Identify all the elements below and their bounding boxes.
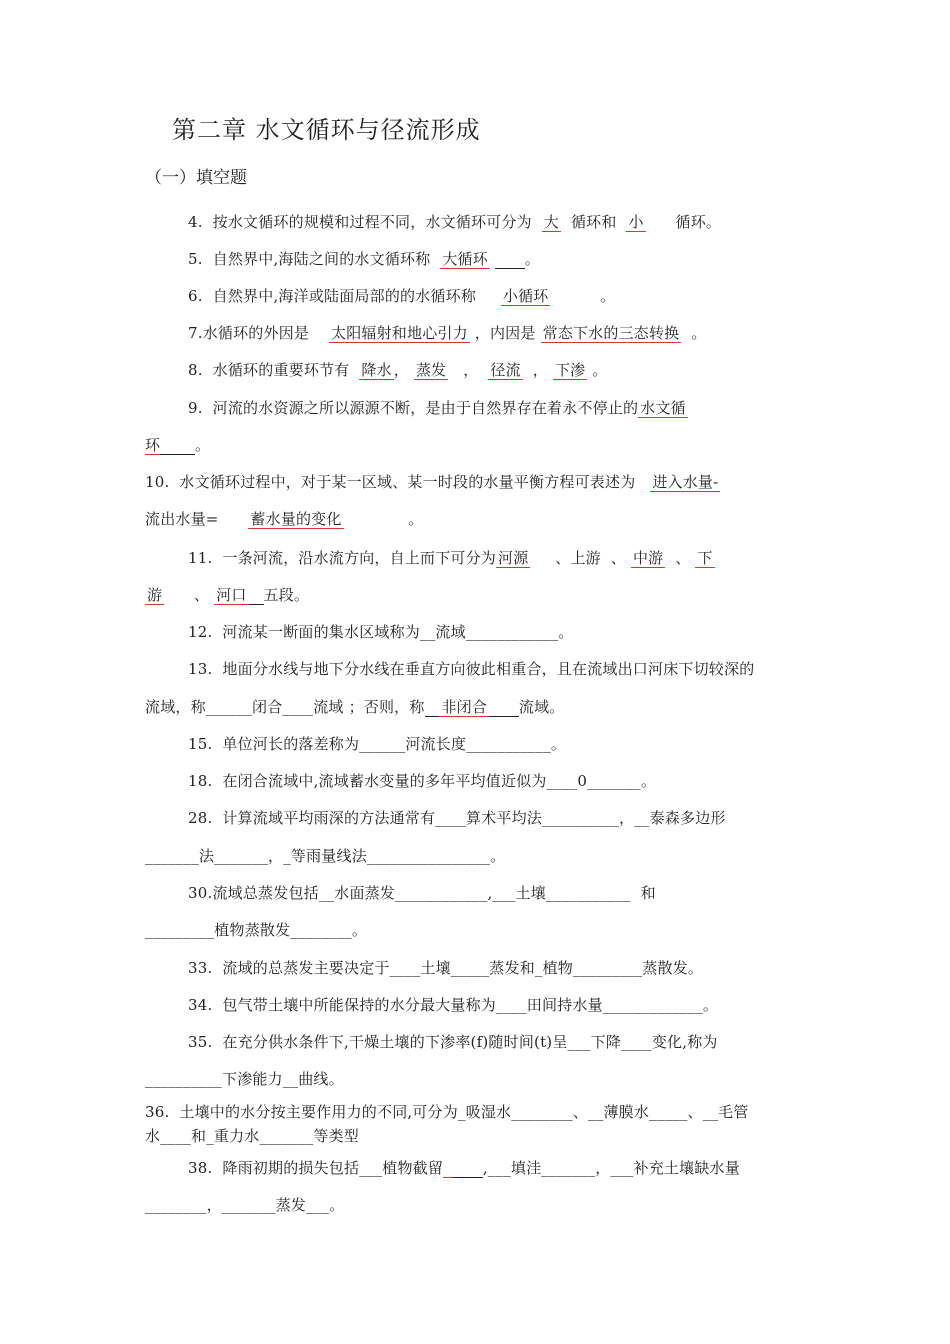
- question-11-cont: 游 、 河口 五段。: [147, 586, 310, 604]
- answer: 蓄水量的变化: [250, 510, 342, 528]
- question-28: 28. 计算流域平均雨深的方法通常有____算术平均法__________，__泰森多边形: [188, 809, 726, 827]
- question-7: 7.水循环的外因是 太阳辐射和地心引力 ，内因是 常态下水的三态转换 。: [188, 324, 707, 342]
- question-10: 10. 水文循环过程中，对于某一区域、某一时段的水量平衡方程可表述为 进入水量-: [145, 473, 719, 491]
- answer: 蒸发: [415, 361, 447, 379]
- answer: 非闭合: [441, 698, 488, 716]
- question-36-cont: 水____和_重力水_______等类型: [145, 1127, 360, 1145]
- answer: 下: [697, 549, 713, 567]
- question-4: 4. 按水文循环的规模和过程不同，水文循环可分为 大 循环和 小 循环。: [188, 213, 722, 231]
- answer: 进入水量-: [652, 473, 719, 491]
- question-28-cont: _______法_______，_等雨量线法________________。: [145, 847, 506, 865]
- answer: 径流: [490, 361, 521, 379]
- question-15: 15. 单位河长的落差称为______河流长度___________。: [188, 735, 567, 753]
- answer: 河口: [216, 586, 247, 604]
- question-34: 34. 包气带土壤中所能保持的水分最大量称为____田间持水量_____________。: [188, 996, 719, 1014]
- answer: 大循环: [442, 250, 488, 268]
- question-9: 9. 河流的水资源之所以源源不断，是由于自然界存在着永不停止的 水文循: [188, 399, 686, 417]
- answer: 常态下水的三态转换: [542, 324, 680, 342]
- question-35-cont: __________下渗能力__曲线。: [145, 1070, 344, 1088]
- answer: 降水: [361, 361, 392, 379]
- question-13: 13. 地面分水线与地下分水线在垂直方向彼此相重合，且在流域出口河床下切较深的: [188, 660, 755, 678]
- answer: 中游: [632, 549, 664, 567]
- question-18: 18. 在闭合流域中,流域蓄水变量的多年平均值近似为____0_______。: [188, 772, 657, 790]
- question-6: 6. 自然界中,海洋或陆面局部的的水循环称 小循环 。: [188, 287, 616, 305]
- answer: 水文循: [640, 399, 686, 417]
- question-36: 36. 土壤中的水分按主要作用力的不同,可分为_吸湿水________、__薄膜水_____、__毛管: [145, 1103, 749, 1121]
- question-38: 38. 降雨初期的损失包括___植物截留 ,___填洼_______，___补充土壤缺水量: [188, 1159, 740, 1177]
- question-33: 33. 流域的总蒸发主要决定于____土壤_____蒸发和_植物_________蒸散发。: [188, 959, 704, 977]
- question-30-cont: _________植物蒸散发________。: [145, 921, 368, 939]
- question-35: 35. 在充分供水条件下,干燥土壤的下渗率(f)随时间(t)呈___下降____变化,称为: [188, 1033, 718, 1051]
- answer: 大: [543, 213, 559, 231]
- question-13-cont: 流域，称______闭合____流域 ；否则，称 非闭合 流域。: [145, 698, 565, 716]
- question-10-cont: 流出水量= 蓄水量的变化 。: [145, 510, 424, 528]
- question-38-cont: ________，_______蒸发___。: [145, 1196, 345, 1214]
- question-30: 30.流域总蒸发包括__水面蒸发____________,___土壤___________ 和: [188, 884, 656, 902]
- question-9-cont: 环 。: [145, 436, 211, 454]
- question-11: 11. 一条河流，沿水流方向，自上而下可分为 河源 、上游 、 中游 、 下: [188, 549, 713, 567]
- question-8: 8. 水循环的重要环节有 降水 ， 蒸发 ， 径流 ， 下渗 。: [188, 361, 608, 379]
- answer: 环: [145, 436, 161, 454]
- question-12: 12. 河流某一断面的集水区域称为__流域____________。: [188, 623, 574, 641]
- answer: 太阳辐射和地心引力: [331, 324, 468, 342]
- answer: 下渗: [554, 361, 586, 379]
- answer: 河源: [498, 549, 529, 567]
- chapter-title: 第二章 水文循环与径流形成: [172, 116, 481, 144]
- answer: 游: [147, 586, 163, 604]
- question-5: 5. 自然界中,海陆之间的水文循环称 大循环 。: [188, 250, 540, 268]
- answer: 小: [628, 213, 644, 231]
- answer: 小循环: [502, 287, 549, 305]
- section-heading: （一）填空题: [145, 168, 247, 188]
